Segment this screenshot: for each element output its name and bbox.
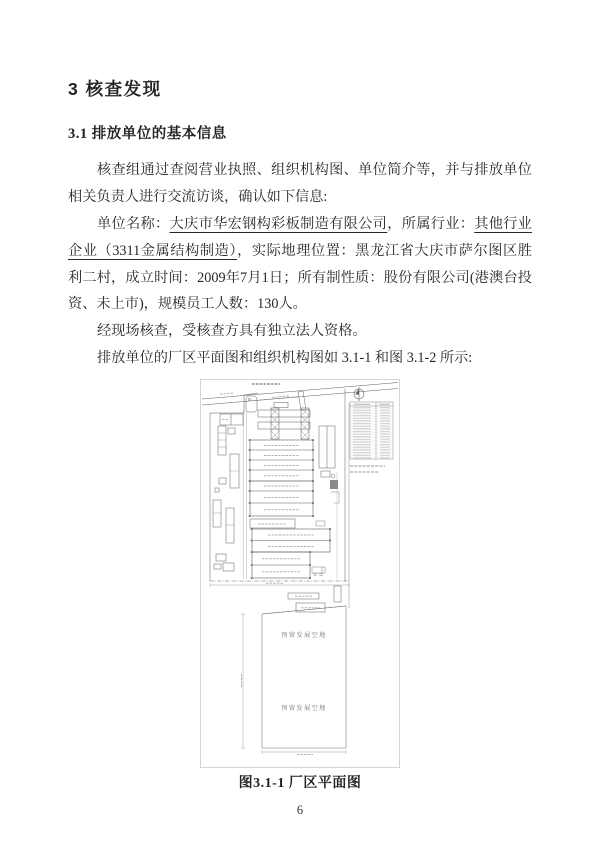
reserved-land-parcel bbox=[262, 606, 346, 748]
truck-icon bbox=[312, 567, 325, 576]
body-line bbox=[68, 291, 532, 318]
pond-structure bbox=[246, 396, 257, 412]
left-buildings bbox=[213, 414, 243, 571]
body-text bbox=[68, 157, 532, 372]
text-segment: 资、未上市)，规模员工人数：130人。 bbox=[68, 296, 307, 313]
figure-caption: 图3.1-1 厂区平面图 bbox=[238, 776, 362, 792]
truss-gantries bbox=[258, 403, 310, 440]
underlined-text: 其他行业 bbox=[474, 215, 532, 232]
body-line bbox=[68, 184, 532, 211]
underlined-text: 大庆市华宏钢构彩板制造有限公司 bbox=[169, 215, 388, 232]
body-line bbox=[68, 157, 532, 184]
body-line bbox=[68, 211, 532, 238]
subsection-heading: 3.1 排放单位的基本信息 bbox=[68, 126, 227, 142]
gate-structure bbox=[298, 392, 306, 411]
gatehouse bbox=[334, 586, 341, 602]
page-number: 6 bbox=[296, 803, 304, 818]
text-segment: 排放单位的厂区平面图和组织机构图如 3.1-1 和图 3.1-2 所示: bbox=[97, 350, 473, 367]
text-segment: 单位名称： bbox=[97, 215, 170, 232]
text-segment: 经现场核查，受核查方具有独立法人资格。 bbox=[97, 323, 367, 340]
text-segment: 利二村，成立时间：2009年7月1日；所有制性质：股份有限公司(港澳台投 bbox=[68, 269, 532, 286]
underlined-text: 企业（3311金属结构制造） bbox=[68, 242, 238, 259]
north-arrow-icon bbox=[354, 387, 364, 401]
reserved-land-label: 预留发展空地 bbox=[281, 632, 327, 640]
body-line bbox=[68, 318, 532, 345]
legend-table bbox=[350, 402, 393, 459]
text-segment: 核查组通过查阅营业执照、组织机构图、单位简介等，并与排放单位 bbox=[97, 162, 532, 178]
reserved-land-label: 预留发展空地 bbox=[281, 705, 327, 713]
text-segment: ，实际地理位置：黑龙江省大庆市萨尔图区胜 bbox=[237, 242, 532, 259]
body-line bbox=[68, 238, 532, 265]
section-heading: 3 核查发现 bbox=[68, 79, 162, 99]
body-line bbox=[68, 265, 532, 292]
body-line bbox=[68, 345, 532, 372]
microtext-labels bbox=[220, 393, 320, 755]
workshop-halls bbox=[250, 440, 330, 578]
text-segment: ，所属行业： bbox=[387, 215, 475, 232]
site-plan-figure bbox=[0, 379, 600, 768]
site-plan-drawing bbox=[200, 379, 400, 768]
text-segment: 相关负责人进行交流访谈，确认如下信息: bbox=[68, 188, 328, 205]
